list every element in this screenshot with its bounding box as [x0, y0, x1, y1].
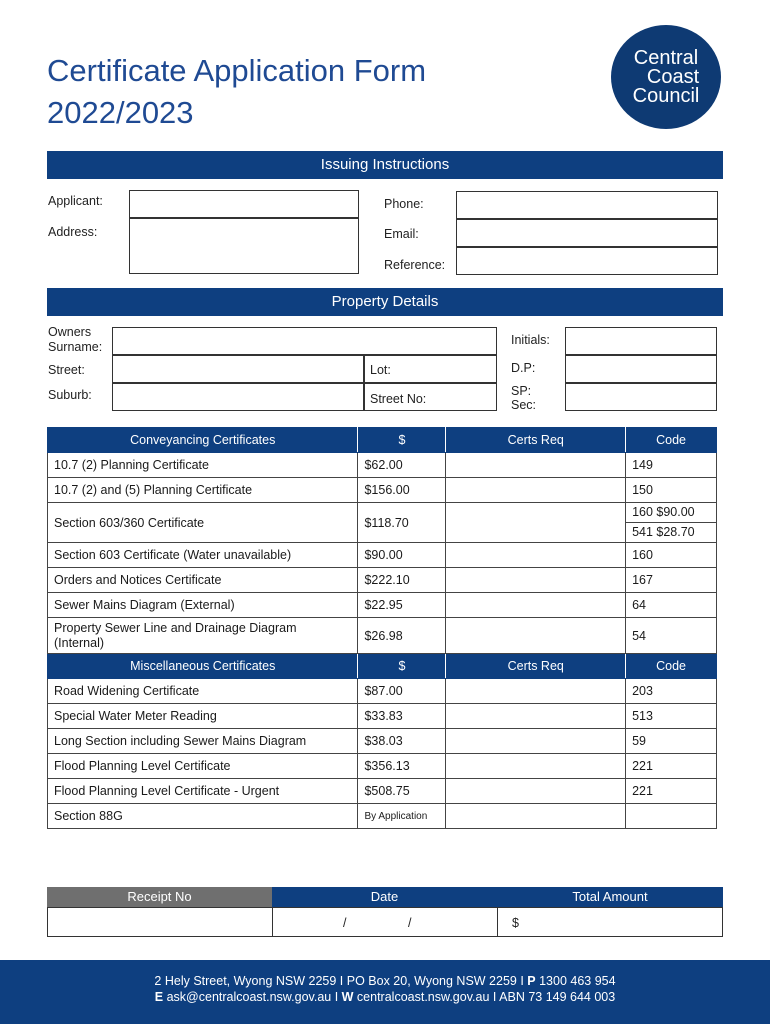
- date-field[interactable]: [272, 907, 498, 937]
- certs-req-field[interactable]: [446, 754, 626, 779]
- address-label: Address:: [48, 225, 98, 239]
- phone-label: Phone:: [384, 197, 424, 211]
- cert-name: Section 603/360 Certificate: [48, 503, 358, 543]
- address-field[interactable]: [129, 218, 359, 274]
- cert-price: $118.70: [358, 503, 446, 543]
- property-heading: Property Details: [47, 288, 723, 316]
- cert-code: 221: [626, 754, 717, 779]
- cert-name: Section 88G: [48, 804, 358, 829]
- certs-req-field[interactable]: [446, 503, 626, 543]
- certs-req-field[interactable]: [446, 679, 626, 704]
- table-row: [48, 568, 717, 593]
- table-row: [48, 543, 717, 568]
- total-amount-header: Total Amount: [497, 887, 723, 907]
- cert-name: 10.7 (2) and (5) Planning Certificate: [48, 478, 358, 503]
- owners-surname-label: Owners Surname:: [48, 325, 103, 354]
- cert-code: 64: [626, 593, 717, 618]
- street-no-field[interactable]: Street No:: [364, 383, 497, 411]
- cert-price: $156.00: [358, 478, 446, 503]
- certs-req-field[interactable]: [446, 804, 626, 829]
- certs-req-field[interactable]: [446, 543, 626, 568]
- certs-req-field[interactable]: [446, 729, 626, 754]
- receipt-no-header: Receipt No: [47, 887, 272, 907]
- certs-req-field[interactable]: [446, 618, 626, 654]
- column-header: $: [358, 428, 446, 453]
- cert-name: Special Water Meter Reading: [48, 704, 358, 729]
- cert-price: By Application: [358, 804, 446, 829]
- applicant-field[interactable]: [129, 190, 359, 218]
- table-row: [48, 729, 717, 754]
- certs-req-field[interactable]: [446, 453, 626, 478]
- applicant-label: Applicant:: [48, 194, 103, 208]
- table-row: [48, 754, 717, 779]
- cert-price: $33.83: [358, 704, 446, 729]
- cert-price: $87.00: [358, 679, 446, 704]
- cert-price: $508.75: [358, 779, 446, 804]
- table-row: [48, 618, 717, 654]
- certs-req-field[interactable]: [446, 593, 626, 618]
- cert-code: 54: [626, 618, 717, 654]
- cert-name: Orders and Notices Certificate: [48, 568, 358, 593]
- table-row: [48, 503, 717, 543]
- date-separator: /: [408, 916, 412, 930]
- footer-address: 2 Hely Street, Wyong NSW 2259 I PO Box 20, Wyong NSW 2259 I P 1300 463 954: [154, 974, 616, 988]
- table-row: [48, 779, 717, 804]
- suburb-field[interactable]: [112, 383, 364, 411]
- cert-code-split: 160 $90.00 541 $28.70: [626, 503, 717, 543]
- cert-name: Flood Planning Level Certificate: [48, 754, 358, 779]
- table-row: [48, 453, 717, 478]
- total-amount-field[interactable]: [497, 907, 723, 937]
- column-header: Code: [626, 654, 717, 679]
- cert-name: Long Section including Sewer Mains Diagram: [48, 729, 358, 754]
- cert-code: 203: [626, 679, 717, 704]
- sp-sec-field[interactable]: [565, 383, 717, 411]
- cert-code: 149: [626, 453, 717, 478]
- table-row: [48, 478, 717, 503]
- certs-req-field[interactable]: [446, 568, 626, 593]
- cert-name: Flood Planning Level Certificate - Urgent: [48, 779, 358, 804]
- date-separator: /: [343, 916, 347, 930]
- date-header: Date: [272, 887, 497, 907]
- initials-label: Initials:: [511, 333, 550, 347]
- page-title: Certificate Application Form 2022/2023: [47, 53, 427, 130]
- footer: [0, 960, 770, 1024]
- reference-field[interactable]: [456, 247, 718, 275]
- certs-req-field[interactable]: [446, 478, 626, 503]
- column-header: Code: [626, 428, 717, 453]
- sp-sec-label: SP: Sec:: [511, 384, 537, 412]
- dp-field[interactable]: [565, 355, 717, 383]
- conveyancing-header-row: [48, 428, 717, 453]
- street-label: Street:: [48, 363, 85, 377]
- cert-code: 513: [626, 704, 717, 729]
- cert-name: 10.7 (2) Planning Certificate: [48, 453, 358, 478]
- table-row: [48, 704, 717, 729]
- column-header: $: [358, 654, 446, 679]
- cert-price: $222.10: [358, 568, 446, 593]
- cert-name: Property Sewer Line and Drainage Diagram (Internal): [48, 618, 358, 654]
- cert-code: 59: [626, 729, 717, 754]
- table-row: [48, 804, 717, 829]
- suburb-label: Suburb:: [48, 388, 92, 402]
- initials-field[interactable]: [565, 327, 717, 355]
- cert-price: $62.00: [358, 453, 446, 478]
- certs-req-field[interactable]: [446, 704, 626, 729]
- issuing-heading: Issuing Instructions: [47, 151, 723, 179]
- column-header: Conveyancing Certificates: [48, 428, 358, 453]
- column-header: Miscellaneous Certificates: [48, 654, 358, 679]
- owners-surname-field[interactable]: [112, 327, 497, 355]
- cert-price: $26.98: [358, 618, 446, 654]
- certificates-table: [47, 427, 717, 829]
- receipt-no-field[interactable]: [47, 907, 273, 937]
- street-field[interactable]: [112, 355, 364, 383]
- cert-code: [626, 804, 717, 829]
- council-logo: Central Coast Council: [611, 25, 721, 129]
- cert-price: $22.95: [358, 593, 446, 618]
- table-row: [48, 593, 717, 618]
- cert-name: Section 603 Certificate (Water unavailable): [48, 543, 358, 568]
- cert-price: $38.03: [358, 729, 446, 754]
- cert-code: 221: [626, 779, 717, 804]
- dp-label: D.P:: [511, 361, 536, 375]
- email-field[interactable]: [456, 219, 718, 247]
- cert-price: $90.00: [358, 543, 446, 568]
- cert-code: 167: [626, 568, 717, 593]
- cert-code: 150: [626, 478, 717, 503]
- cert-price: $356.13: [358, 754, 446, 779]
- lot-field[interactable]: Lot:: [364, 355, 497, 383]
- misc-header-row: [48, 654, 717, 679]
- cert-name: Sewer Mains Diagram (External): [48, 593, 358, 618]
- email-label: Email:: [384, 227, 419, 241]
- column-header: Certs Req: [446, 428, 626, 453]
- reference-label: Reference:: [384, 258, 446, 272]
- currency-symbol: $: [512, 916, 519, 930]
- column-header: Certs Req: [446, 654, 626, 679]
- cert-name: Road Widening Certificate: [48, 679, 358, 704]
- table-row: [48, 679, 717, 704]
- phone-field[interactable]: [456, 191, 718, 219]
- footer-contact: E ask@centralcoast.nsw.gov.au I W centralcoast.nsw.gov.au I ABN 73 149 644 003: [154, 990, 616, 1004]
- cert-code: 160: [626, 543, 717, 568]
- certs-req-field[interactable]: [446, 779, 626, 804]
